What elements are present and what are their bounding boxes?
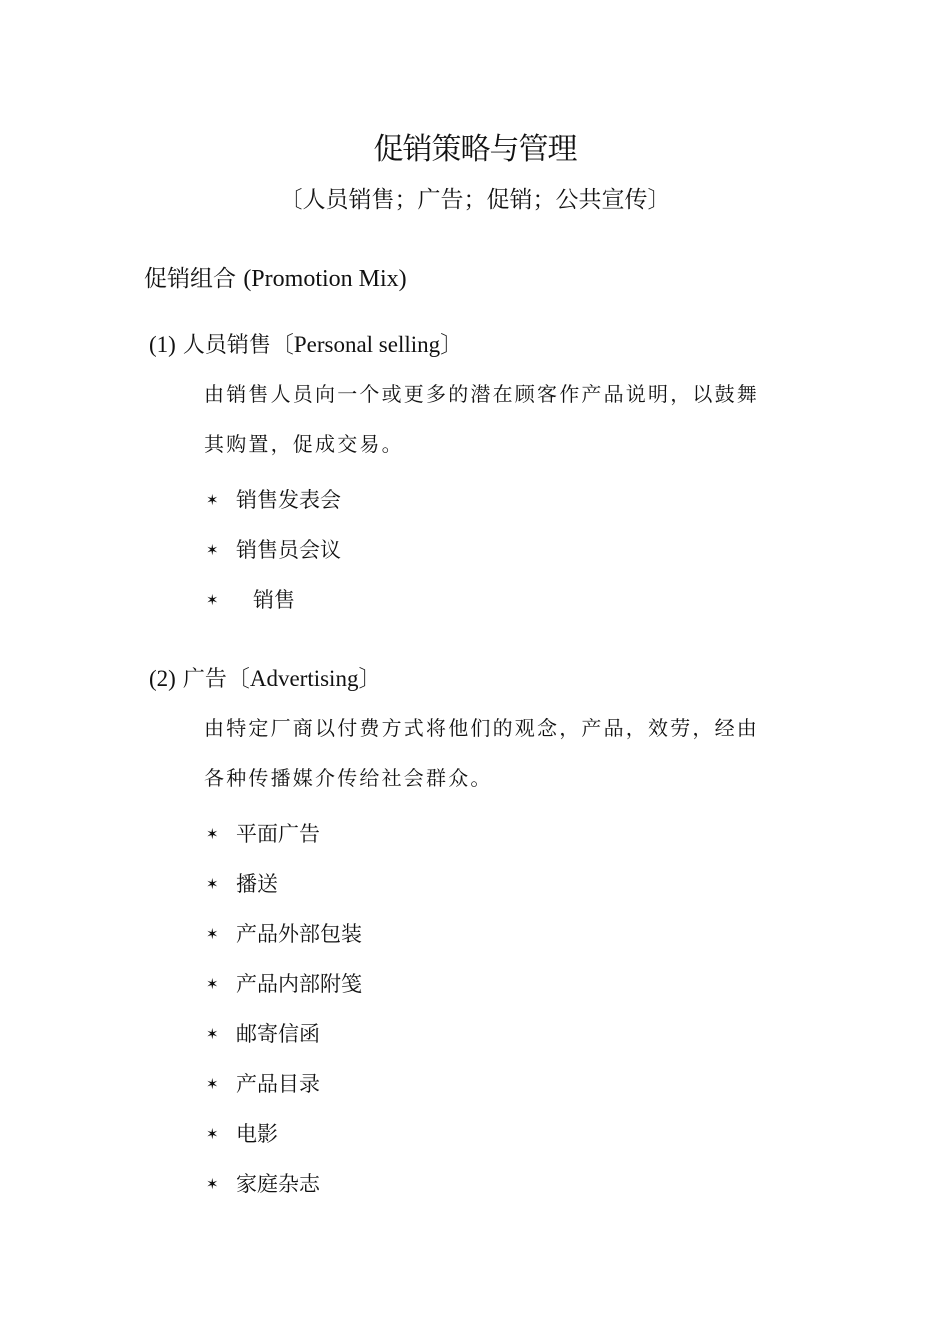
list-item [206, 909, 362, 959]
list-item [206, 959, 362, 1009]
list-item [206, 475, 341, 525]
star-bullet-icon: ✶ [206, 1075, 219, 1093]
star-bullet-icon: ✶ [206, 975, 219, 993]
heading-label-cn: 人员销售 [182, 333, 271, 358]
list-item-text: 销售发表会 [236, 488, 341, 512]
description-line: 其购置，促成交易。 [204, 432, 404, 456]
list-item [206, 1059, 362, 1109]
description-line: 由销售人员向一个或更多的潜在顾客作产品说明，以鼓舞 [204, 382, 759, 406]
list-item-text: 产品内部附笺 [236, 972, 362, 996]
page-subtitle: 〔人员销售；广告；促销；公共宣传〕 [279, 187, 671, 213]
advertising-description [204, 703, 804, 803]
heading-label-en: 〔Advertising〕 [226, 666, 382, 691]
section-label-en: (Promotion Mix) [243, 266, 407, 292]
heading-number: (2) [149, 666, 176, 691]
list-item [206, 1159, 362, 1209]
personal-selling-description [204, 369, 804, 469]
list-item [206, 575, 341, 625]
heading-number: (1) [149, 332, 176, 357]
list-item [206, 809, 362, 859]
star-bullet-icon: ✶ [206, 925, 219, 943]
star-bullet-icon: ✶ [206, 541, 219, 559]
list-item-text: 产品目录 [236, 1072, 320, 1096]
star-bullet-icon: ✶ [206, 825, 219, 843]
section-label-cn: 促销组合 [144, 266, 236, 292]
section-heading-promotion-mix [144, 259, 407, 299]
list-item [206, 1009, 362, 1059]
list-item-text: 销售 [253, 588, 295, 612]
heading-label-cn: 广告 [182, 667, 227, 692]
star-bullet-icon: ✶ [206, 1175, 219, 1193]
list-item-text: 平面广告 [236, 822, 320, 846]
personal-selling-list [206, 475, 341, 625]
list-item [206, 859, 362, 909]
description-line: 各种传播媒介传给社会群众。 [204, 766, 493, 790]
star-bullet-icon: ✶ [206, 1125, 219, 1143]
star-bullet-icon: ✶ [206, 491, 219, 509]
list-item-text: 电影 [236, 1122, 278, 1146]
list-item-text: 邮寄信函 [236, 1022, 320, 1046]
star-bullet-icon: ✶ [206, 1025, 219, 1043]
heading-personal-selling [149, 325, 463, 366]
heading-label-en: 〔Personal selling〕 [270, 332, 464, 357]
advertising-list [206, 809, 362, 1209]
heading-advertising [149, 659, 381, 700]
star-bullet-icon: ✶ [206, 591, 219, 609]
list-item [206, 1109, 362, 1159]
list-item-text: 销售员会议 [236, 538, 341, 562]
page-title: 促销策略与管理 [373, 132, 577, 167]
list-item-text: 家庭杂志 [236, 1172, 320, 1196]
description-line: 由特定厂商以付费方式将他们的观念，产品，效劳，经由 [204, 716, 759, 740]
list-item [206, 525, 341, 575]
star-bullet-icon: ✶ [206, 875, 219, 893]
list-item-text: 产品外部包装 [236, 922, 362, 946]
list-item-text: 播送 [236, 872, 278, 896]
